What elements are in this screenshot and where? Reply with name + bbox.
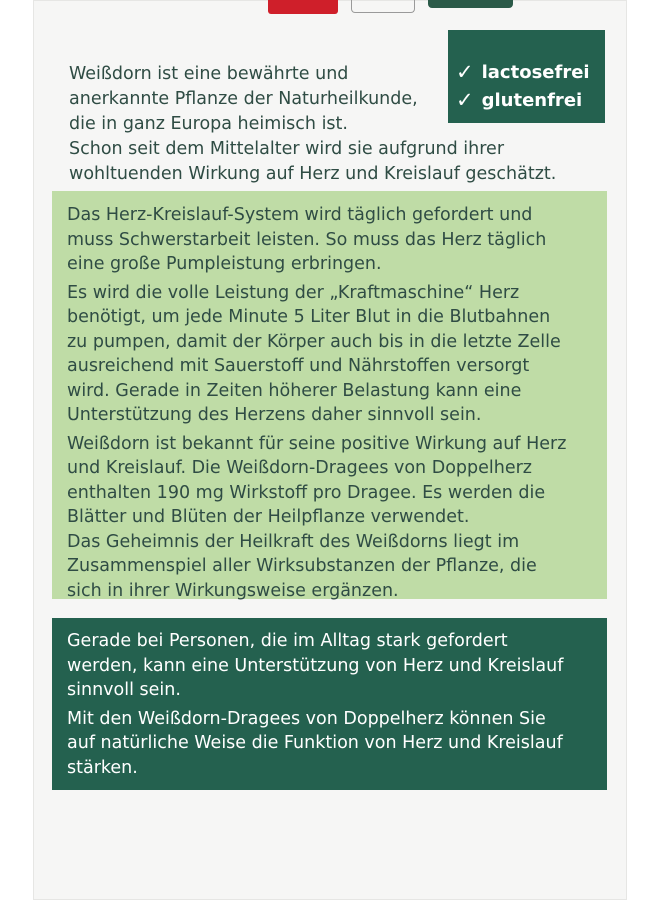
info-paragraph-1: Das Herz-Kreislauf-System wird täglich gefordert und muss Schwerstarbeit leisten. So muss das Herz täglich eine große Pumpleistung erbringen. bbox=[67, 205, 547, 274]
badge-row-lactose bbox=[456, 58, 605, 86]
highlight-paragraph-1: Gerade bei Personen, die im Alltag stark gefordert werden, kann eine Unterstützung von Herz und Kreislauf sinnvoll sein. bbox=[67, 631, 564, 700]
badge-label-glutenfrei: glutenfrei bbox=[481, 89, 583, 111]
highlight-paragraph-2: Mit den Weißdorn-Dragees von Doppelherz können Sie auf natürliche Weise die Funktion von Herz und Kreislauf stärken. bbox=[67, 708, 563, 778]
checkmark-icon: ✓ bbox=[456, 87, 474, 112]
info-paragraph-2: Es wird die volle Leistung der „Kraftmaschine“ Herz benötigt, um jede Minute 5 Liter Blut in die Blutbahnen zu pumpen, damit der Körper auch bis in die letzte Zelle ausreichend mit Sauerstoff und Nährstoffen versorgt wird. Gerade in Zeiten höherer Belastung kann eine Unterstützung des Herzens daher sinnvoll sein. bbox=[67, 282, 561, 425]
info-box-light-green bbox=[52, 191, 607, 599]
brand-red-label bbox=[268, 0, 338, 14]
intro-text: Weißdorn ist eine bewährte und anerkannte Pflanze der Naturheilkunde, die in ganz Europa heimisch ist. Schon seit dem Mittelalter wird sie aufgrund ihrer wohltuenden Wirkung auf Herz und Kreislauf geschätzt. bbox=[69, 64, 557, 184]
outlined-label bbox=[351, 0, 415, 13]
dark-green-label bbox=[428, 0, 513, 8]
info-paragraph-3: Weißdorn ist bekannt für seine positive Wirkung auf Herz und Kreislauf. Die Weißdorn-Dragees von Doppelherz enthalten 190 mg Wirkstoff pro Dragee. Es werden die Blätter und Blüten der Heilpflanze verwendet. Das Geheimnis der Heilkraft des Weißdorns liegt im Zusammenspiel aller Wirksubstanzen der Pflanze, die sich in ihrer Wirkungsweise ergänzen. bbox=[67, 433, 567, 601]
free-from-badge bbox=[448, 30, 605, 123]
badge-row-gluten bbox=[456, 86, 605, 114]
info-box-dark-green bbox=[52, 618, 607, 790]
checkmark-icon: ✓ bbox=[456, 59, 474, 84]
badge-label-lactosefrei: lactosefrei bbox=[481, 61, 590, 83]
top-flap-artwork bbox=[183, 0, 523, 16]
